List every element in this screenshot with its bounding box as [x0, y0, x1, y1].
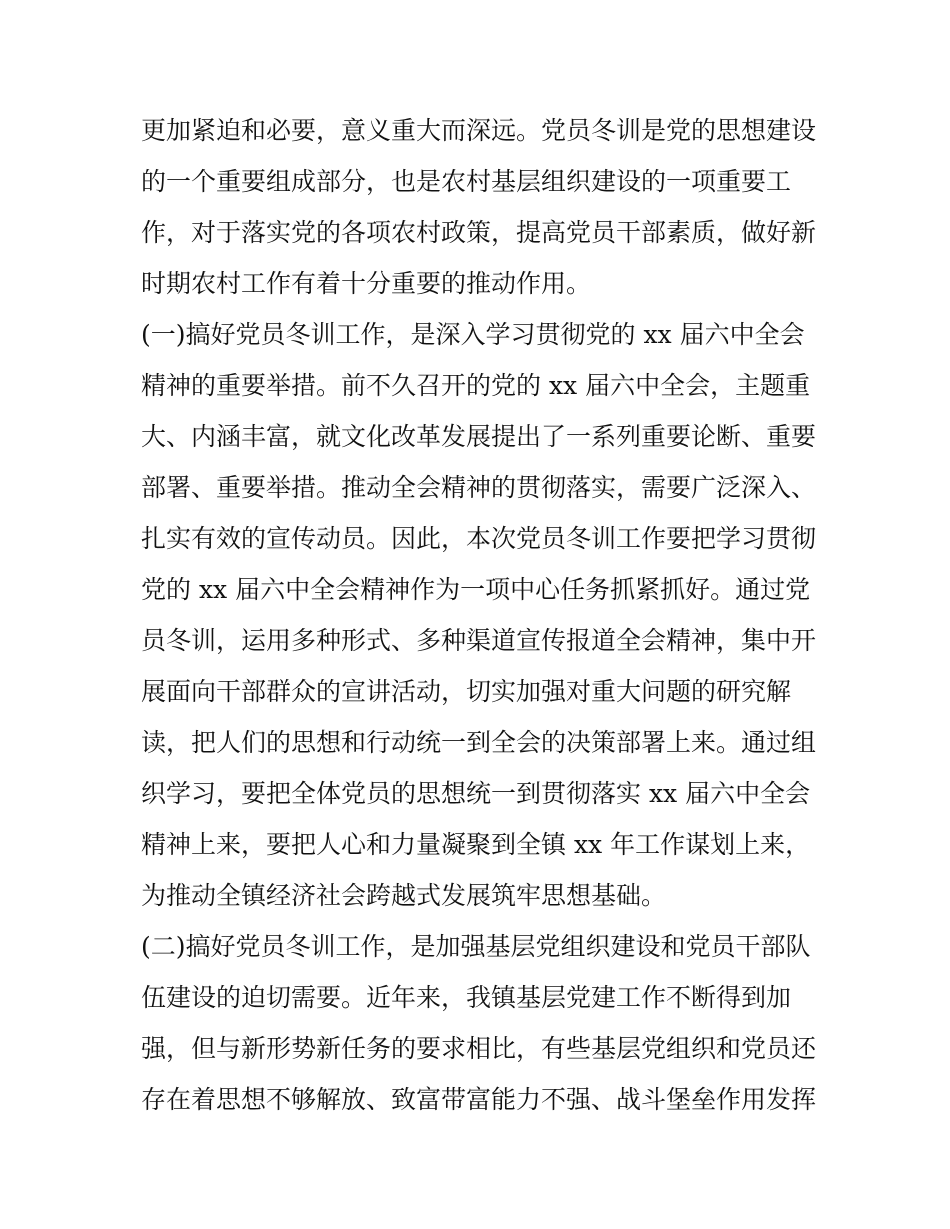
- text-line-2: 的一个重要组成部分，也是农村基层组织建设的一项重要工: [141, 167, 792, 196]
- text-line-3: 作，对于落实党的各项农村政策，提高党员干部素质，做好新: [141, 218, 817, 247]
- text-line-1: 更加紧迫和必要，意义重大而深远。党员冬训是党的思想建设: [141, 116, 817, 145]
- text-line-20: 存在着思想不够解放、致富带富能力不强、战斗堡垒作用发挥: [141, 1085, 817, 1114]
- text-line-9: 扎实有效的宣传动员。因此，本次党员冬训工作要把学习贯彻: [141, 524, 817, 553]
- text-line-14: 织学习，要把全体党员的思想统一到贯彻落实 xx 届六中全会: [141, 779, 811, 808]
- text-line-8: 部署、重要举措。推动全会精神的贯彻落实，需要广泛深入、: [141, 473, 817, 502]
- text-line-7: 大、内涵丰富，就文化改革发展提出了一系列重要论断、重要: [141, 422, 817, 451]
- text-line-18: 伍建设的迫切需要。近年来，我镇基层党建工作不断得到加: [141, 983, 792, 1012]
- text-line-11: 员冬训，运用多种形式、多种渠道宣传报道全会精神，集中开: [141, 626, 817, 655]
- body-text: [141, 105, 821, 1125]
- text-line-12: 展面向干部群众的宣讲活动，切实加强对重大问题的研究解: [141, 677, 792, 706]
- text-line-6: 精神的重要举措。前不久召开的党的 xx 届六中全会，主题重: [141, 371, 811, 400]
- text-line-13: 读，把人们的思想和行动统一到全会的决策部署上来。通过组: [141, 728, 817, 757]
- text-line-5: (一)搞好党员冬训工作，是深入学习贯彻党的 xx 届六中全会: [141, 320, 805, 349]
- text-line-4: 时期农村工作有着十分重要的推动作用。: [141, 269, 592, 298]
- text-line-19: 强，但与新形势新任务的要求相比，有些基层党组织和党员还: [141, 1034, 817, 1063]
- text-line-15: 精神上来，要把人心和力量凝聚到全镇 xx 年工作谋划上来，: [141, 830, 811, 859]
- text-line-17: (二)搞好党员冬训工作，是加强基层党组织建设和党员干部队: [141, 932, 811, 961]
- text-line-16: 为推动全镇经济社会跨越式发展筑牢思想基础。: [141, 881, 667, 910]
- text-line-10: 党的 xx 届六中全会精神作为一项中心任务抓紧抓好。通过党: [141, 575, 811, 604]
